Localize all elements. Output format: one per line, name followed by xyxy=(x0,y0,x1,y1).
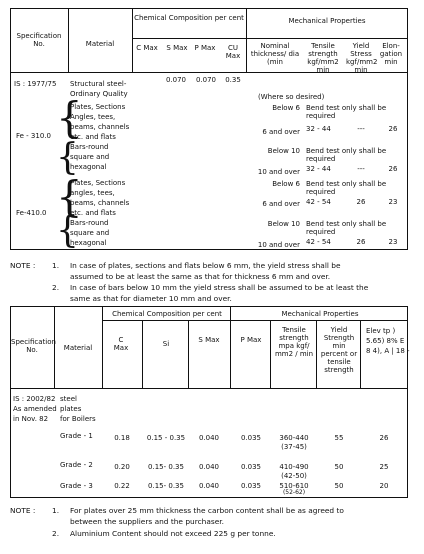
t1-fe410-below6: Below 6 xyxy=(272,180,300,188)
t2-el-2: 25 xyxy=(379,463,389,471)
t2-el-1: 26 xyxy=(379,434,389,442)
notes-1-n2-num: 2. xyxy=(52,283,60,292)
t1-fe310-mat-1: Plates, Sections xyxy=(70,103,126,111)
table-1-chem-rule xyxy=(132,38,246,39)
t1-fe410-mat-1: Plates, Sections xyxy=(70,179,126,187)
t1-fe410-brace-2: { xyxy=(56,210,79,251)
t1-fe310-mat-7: hexagonal xyxy=(70,163,107,171)
t2-ys-3: 50 xyxy=(334,482,344,490)
t1-fe410-ts-a: 42 - 54 xyxy=(306,198,331,206)
t1-fe410-brace-1: { xyxy=(56,172,83,221)
t1-fe410-below10: Below 10 xyxy=(267,220,300,228)
notes-1-n1-num: 1. xyxy=(52,261,60,270)
t2-grade-1: Grade - 1 xyxy=(60,432,93,440)
t2-si-3: 0.15- 0.35 xyxy=(148,482,184,490)
t1-fe310-ts-b: 32 - 44 xyxy=(306,165,331,173)
t2-c-2: 0.20 xyxy=(114,463,130,471)
table-1-vline-1 xyxy=(68,8,69,72)
t1-h-cu: CU Max xyxy=(225,44,241,61)
table-1-mech-rule xyxy=(246,38,408,39)
t2-material-2: plates xyxy=(60,405,82,413)
t1-fe310-ts-a: 32 - 44 xyxy=(306,125,331,133)
t2-h-material: Material xyxy=(63,344,93,352)
t1-fe310-el-b: 26 xyxy=(388,165,398,173)
t1-fe310-below6: Below 6 xyxy=(272,104,300,112)
table-2-group-rule xyxy=(102,320,408,321)
t2-h-elong xyxy=(366,326,410,356)
t2-h-yield: Yield Strength min percent or tensile strength xyxy=(320,326,358,375)
table-2-header-rule xyxy=(10,388,408,389)
t1-h-tensile: Tensile strength kgf/mm2 min xyxy=(307,42,339,75)
table-2-vline-2 xyxy=(102,306,103,388)
t1-fe310-el-a: 26 xyxy=(388,125,398,133)
t2-c-3: 0.22 xyxy=(114,482,130,490)
notes-1-n1-line2: assumed to be at least the same as that for thickness 6 mm and over. xyxy=(70,272,331,281)
t1-fe410-el-a: 23 xyxy=(388,198,398,206)
t1-fe310-6over: 6 and over xyxy=(262,128,300,136)
t1-h-spec: Specification No. xyxy=(16,32,62,49)
t1-fe310-below10: Below 10 xyxy=(267,147,300,155)
t2-ts2-3: (52-62) xyxy=(282,489,306,496)
t1-fe310-brace-1: { xyxy=(56,93,83,142)
t1-fe410-material xyxy=(70,178,129,248)
t1-h-nominal: Nominal thickness/ dia (min xyxy=(250,42,300,67)
table-2-vline-7 xyxy=(316,320,317,388)
t1-mat-ordinary: Ordinary Quality xyxy=(70,90,128,98)
t1-fe410-mat-7: hexagonal xyxy=(70,239,107,247)
t1-fe410-10over: 10 and over xyxy=(257,241,300,249)
t1-h-p: P Max xyxy=(194,44,216,52)
t2-h-spec: Specification No. xyxy=(11,338,56,355)
t2-spec-2: As amended xyxy=(13,405,57,413)
t2-el-3: 20 xyxy=(379,482,389,490)
table-1-vline-3 xyxy=(246,8,247,72)
t1-p-val: 0.35 xyxy=(225,76,241,84)
t2-h-chem: Chemical Composition per cent xyxy=(112,310,222,318)
t2-spec xyxy=(13,394,57,424)
t1-fe410-bend-a: Bend test only shall be required xyxy=(306,180,387,197)
t1-fe310-mat-4: etc. and flats xyxy=(70,133,116,141)
t1-fe410-ts-b: 42 - 54 xyxy=(306,238,331,246)
t2-s-2: 0.040 xyxy=(198,463,220,471)
t1-h-elong: Elon-gation min xyxy=(379,42,403,67)
t2-p-2: 0.035 xyxy=(240,463,262,471)
t2-ts2-1: (37-45) xyxy=(281,443,307,451)
t1-fe310-spec: Fe - 310.0 xyxy=(16,132,51,140)
t2-s-3: 0.040 xyxy=(198,482,220,490)
table-2-vline-8 xyxy=(360,320,361,388)
t1-s-val: 0.070 xyxy=(195,76,217,84)
t2-ts-2: 410-490 xyxy=(279,463,309,471)
t2-s-1: 0.040 xyxy=(198,434,220,442)
t2-h-mech: Mechanical Properties xyxy=(281,310,359,318)
t1-fe310-10over: 10 and over xyxy=(257,168,300,176)
t1-h-material: Material xyxy=(85,40,115,48)
table-2-vline-6 xyxy=(270,320,271,388)
t1-fe410-mat-5: Bars-round xyxy=(70,219,109,227)
notes-2-n1-line1: For plates over 25 mm thickness the carbon content shall be as agreed to xyxy=(70,506,344,515)
t2-h-elong-2: 5.65) 8% E xyxy=(366,337,405,345)
t2-material xyxy=(60,394,96,424)
t2-h-elong-3: 8 4), A | 18 - xyxy=(366,347,410,355)
t2-h-tensile: Tensile strength mpa kgf/ mm2 / min xyxy=(274,326,314,359)
t1-fe410-el-b: 23 xyxy=(388,238,398,246)
t1-fe410-spec: Fe-410.0 xyxy=(16,209,47,217)
t1-fe310-ys-b: --- xyxy=(357,165,365,173)
t2-p-3: 0.035 xyxy=(240,482,262,490)
t2-spec-1: IS : 2002/82 xyxy=(13,395,56,403)
t1-fe310-material xyxy=(70,102,129,172)
t1-mat-structural: Structural steel- xyxy=(70,80,127,88)
t1-fe410-bend-b: Bend test only shall be required xyxy=(306,220,387,237)
notes-2-label: NOTE : xyxy=(10,506,36,515)
t1-fe310-bend-a: Bend test only shall be required xyxy=(306,104,387,121)
t1-h-yield: Yield Stress kgf/mm2 min xyxy=(346,42,378,75)
notes-2-n2-line1: Aluminium Content should not exceed 225 g per tonne. xyxy=(70,529,276,538)
t2-material-3: for Boilers xyxy=(60,415,96,423)
t1-fe310-mat-3: beams, channels xyxy=(70,123,130,131)
table-2-vline-4 xyxy=(188,320,189,388)
t1-c-val: 0.070 xyxy=(165,76,187,84)
table-2-vline-5 xyxy=(230,306,231,388)
t1-fe310-ys-a: --- xyxy=(357,125,365,133)
t1-h-mech: Mechanical Properties xyxy=(288,17,366,25)
t2-h-elong-1: Elev tp ) xyxy=(366,327,396,335)
t1-h-c: C Max xyxy=(136,44,158,52)
t1-h-s: S Max xyxy=(166,44,188,52)
t1-fe310-brace-2: { xyxy=(56,137,79,178)
notes-1-label: NOTE : xyxy=(10,261,36,270)
t1-fe410-mat-6: square and xyxy=(70,229,110,237)
t1-where-desired: (Where so desired) xyxy=(258,93,325,101)
t1-fe410-6over: 6 and over xyxy=(262,200,300,208)
t1-h-chem: Chemical Composition per cent xyxy=(134,14,244,22)
t2-c-1: 0.18 xyxy=(114,434,130,442)
t1-fe310-bend-b: Bend test only shall be required xyxy=(306,147,387,164)
t2-h-si: Si xyxy=(162,340,170,348)
notes-1-n2-line1: In case of bars below 10 mm the yield stress shall be assumed to be at least the xyxy=(70,283,369,292)
t2-h-s: S Max xyxy=(198,336,220,344)
t2-si-2: 0.15- 0.35 xyxy=(148,463,184,471)
t1-fe310-mat-5: Bars-round xyxy=(70,143,109,151)
t2-ts2-2: (42-50) xyxy=(281,472,307,480)
t2-p-1: 0.035 xyxy=(240,434,262,442)
t1-fe410-mat-3: beams, channels xyxy=(70,199,130,207)
t1-fe410-mat-4: etc. and flats xyxy=(70,209,116,217)
notes-2-n1-num: 1. xyxy=(52,506,60,515)
t1-fe310-mat-6: square and xyxy=(70,153,110,161)
t1-fe410-ys-b: 26 xyxy=(356,238,366,246)
t2-h-c: C Max xyxy=(113,336,129,353)
t1-fe310-mat-2: Angles, tees, xyxy=(70,113,116,121)
notes-1-n1-line1: In case of plates, sections and flats below 6 mm, the yield stress shall be xyxy=(70,261,341,270)
t2-ts-1: 360-440 xyxy=(279,434,309,442)
table-1-vline-2 xyxy=(132,8,133,72)
t2-ts-3: 510-610 xyxy=(279,482,309,490)
t2-material-1: steel xyxy=(60,395,77,403)
table-2-vline-3 xyxy=(142,320,143,388)
t2-spec-3: in Nov. 82 xyxy=(13,415,49,423)
t2-grade-3: Grade - 3 xyxy=(60,482,93,490)
t2-h-p: P Max xyxy=(240,336,262,344)
notes-2-n1-line2: between the suppliers and the purchaser. xyxy=(70,517,224,526)
t2-ys-1: 55 xyxy=(334,434,344,442)
t2-si-1: 0.15 - 0.35 xyxy=(146,434,186,442)
t1-spec-is: IS : 1977/75 xyxy=(14,80,57,88)
t1-fe410-ys-a: 26 xyxy=(356,198,366,206)
t2-ys-2: 50 xyxy=(334,463,344,471)
t1-fe410-mat-2: angles, tees, xyxy=(70,189,115,197)
t2-grade-2: Grade - 2 xyxy=(60,461,93,469)
notes-1-n2-line2: same as that for diameter 10 mm and over. xyxy=(70,294,232,303)
notes-2-n2-num: 2. xyxy=(52,529,60,538)
table-2-vline-1 xyxy=(54,306,55,388)
